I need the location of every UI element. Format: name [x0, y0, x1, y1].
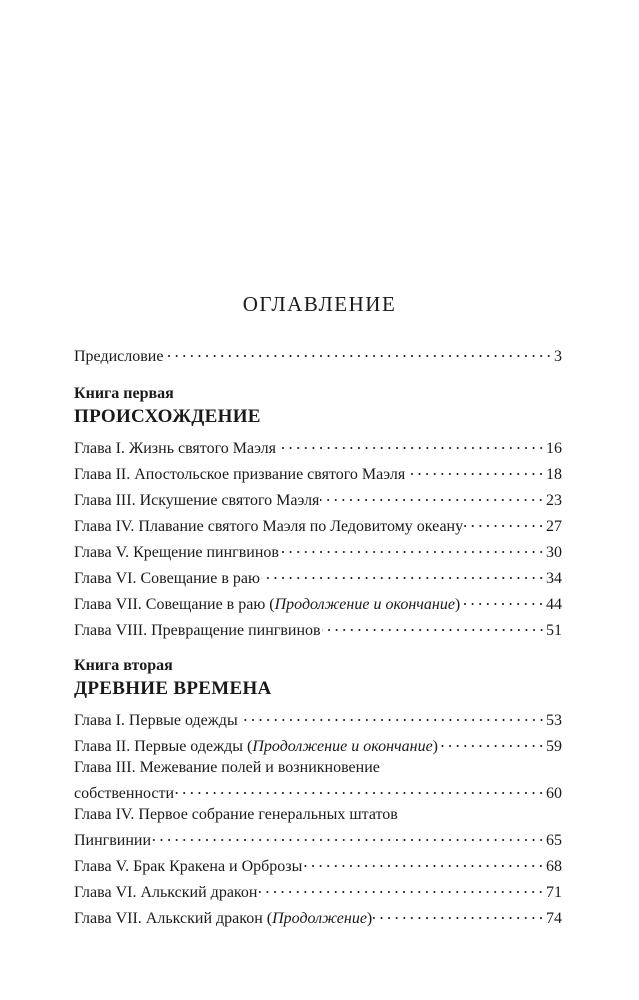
toc-entry-label-text: Глава VII. Алькский дракон ( [74, 910, 273, 927]
toc-entry[interactable] [74, 512, 562, 536]
toc-page-number: 3 [554, 348, 562, 365]
toc-entry-label-italic: Продолжение и окончание [252, 738, 433, 755]
toc-entry-label: Глава VIII. Превращение пингвинов [74, 622, 321, 639]
toc-entry-label-italic: Продолжение и окончание [274, 596, 455, 613]
toc-entry[interactable] [74, 564, 562, 588]
toc-entry-label [74, 595, 460, 614]
toc-entry-label: Глава V. Брак Кракена и Орброзы [74, 858, 303, 875]
toc-entry[interactable] [74, 706, 562, 730]
toc-page-number: 74 [546, 910, 562, 927]
toc-entry-label: Глава II. Апостольское призвание святого Маэля [74, 466, 406, 483]
toc-page-number: 44 [546, 596, 562, 613]
toc-entry-label: Пингвинии [74, 832, 152, 849]
toc-entry-label: Глава I. Первые одежды [74, 712, 238, 729]
toc-entry-label [74, 909, 372, 928]
book-label: Книга первая [74, 385, 174, 402]
toc-entry-label: Глава VI. Алькский дракон [74, 884, 258, 901]
dot-leader [439, 732, 545, 751]
toc-page-number: 65 [546, 832, 562, 849]
dot-leader [277, 434, 545, 453]
toc-page-number: 53 [546, 712, 562, 729]
toc-entry-label: Глава IV. Плавание святого Маэля по Ледовитому океану [74, 518, 464, 535]
toc-entry-label-italic: Продолжение [272, 910, 367, 927]
toc-page-number: 59 [546, 738, 562, 755]
dot-leader [373, 904, 545, 923]
toc-entry-label: Глава III. Искушение святого Маэля [74, 492, 320, 509]
toc-entry[interactable] [74, 538, 562, 562]
dot-leader [322, 616, 545, 635]
toc-entry-first-line[interactable]: Глава III. Межевание полей и возникновение [74, 759, 380, 776]
toc-entry-label: собственности [74, 785, 175, 802]
toc-entry-preface[interactable] [74, 342, 562, 366]
toc-entry[interactable] [74, 904, 562, 928]
toc-entry-label: Глава V. Крещение пингвинов [74, 544, 279, 561]
book-title: ПРОИСХОЖДЕНИЕ [74, 406, 261, 427]
toc-entry-label: Предисловие [74, 348, 164, 365]
toc-page-number: 16 [546, 440, 562, 457]
toc-page-number: 68 [546, 858, 562, 875]
toc-entry[interactable] [74, 616, 562, 640]
toc-entry[interactable] [74, 779, 562, 803]
toc-entry[interactable] [74, 486, 562, 510]
toc-page-number: 18 [546, 466, 562, 483]
dot-leader [303, 852, 545, 871]
dot-leader [258, 878, 545, 897]
toc-entry[interactable] [74, 434, 562, 458]
toc-page-number: 23 [546, 492, 562, 509]
toc-page-number: 34 [546, 570, 562, 587]
toc-entry-label-text: ) [432, 738, 438, 755]
toc-entry-label [74, 737, 438, 756]
book-label: Книга вторая [74, 657, 173, 674]
dot-leader [175, 779, 545, 798]
toc-entry[interactable] [74, 878, 562, 902]
toc-entry[interactable] [74, 590, 562, 614]
toc-entry-label: Глава I. Жизнь святого Маэля [74, 440, 276, 457]
book-title: ДРЕВНИЕ ВРЕМЕНА [74, 678, 272, 699]
dot-leader [261, 564, 545, 583]
toc-entry-label-text: Глава II. Первые одежды ( [74, 738, 253, 755]
toc-page-number: 60 [546, 785, 562, 802]
toc-page-number: 30 [546, 544, 562, 561]
dot-leader [280, 538, 545, 557]
toc-entry-label-text: ) [454, 596, 461, 613]
toc-page-number: 71 [546, 884, 562, 901]
toc-entry[interactable] [74, 460, 562, 484]
dot-leader [406, 460, 545, 479]
dot-leader [320, 486, 545, 505]
toc-entry[interactable] [74, 852, 562, 876]
toc-entry[interactable] [74, 826, 562, 850]
page-title: ОГЛАВЛЕНИЕ [242, 292, 397, 316]
toc-page-number: 27 [546, 518, 562, 535]
dot-leader [164, 342, 553, 361]
dot-leader [464, 512, 545, 531]
toc-entry[interactable] [74, 732, 562, 756]
dot-leader [461, 590, 545, 609]
toc-entry-label-text: ) [366, 910, 373, 927]
toc-page-number: 51 [546, 622, 562, 639]
dot-leader [239, 706, 545, 725]
toc-entry-label-text: Глава VII. Совещание в раю ( [74, 596, 275, 613]
toc-entry-label: Глава VI. Совещание в раю [74, 570, 260, 587]
toc-entry-first-line[interactable]: Глава IV. Первое собрание генеральных штатов [74, 806, 398, 823]
dot-leader [152, 826, 545, 845]
